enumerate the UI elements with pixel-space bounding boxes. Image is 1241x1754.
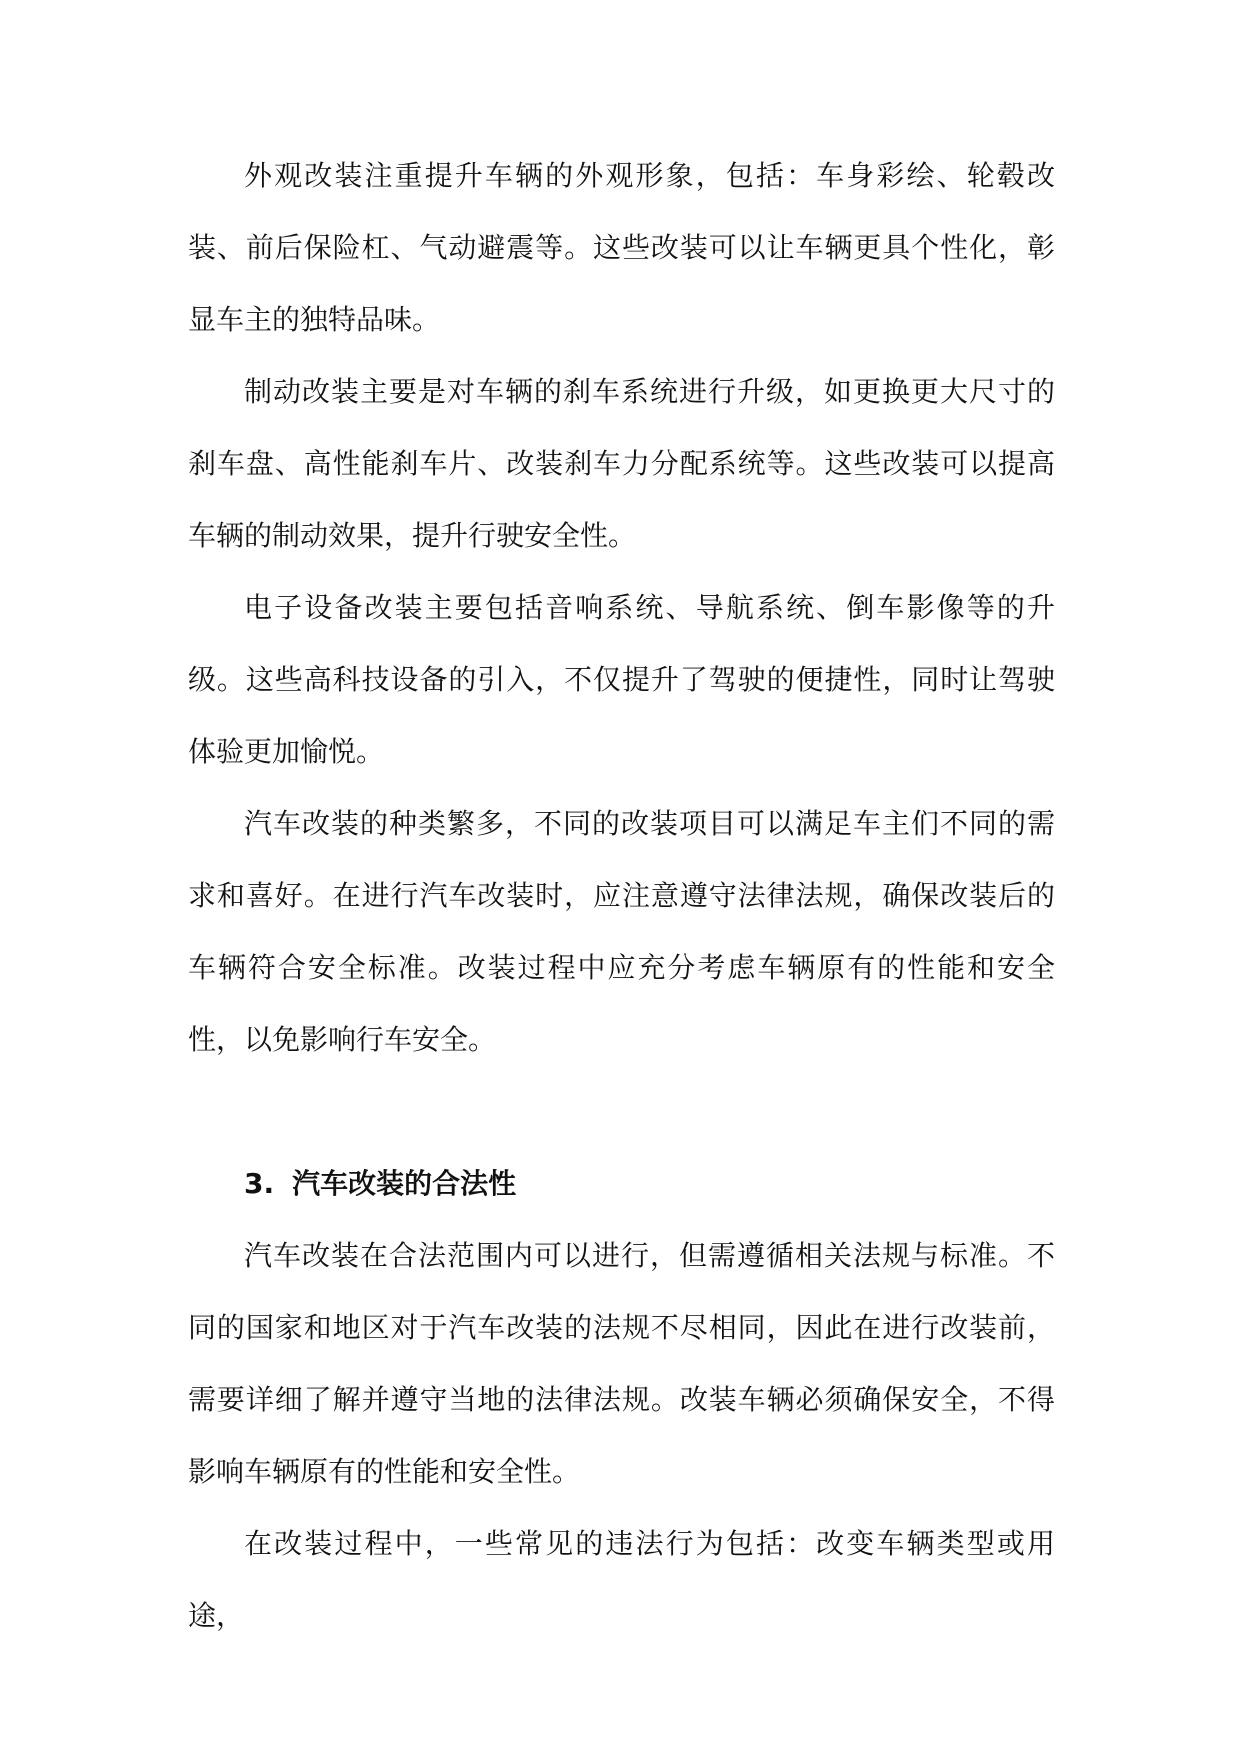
- section-title: 汽车改装的合法性: [292, 1167, 517, 1200]
- paragraph-electronics-modification: 电子设备改装主要包括音响系统、导航系统、倒车影像等的升级。这些高科技设备的引入，不仅提升了驾驶的便捷性，同时让驾驶体验更加愉悦。: [188, 591, 1055, 768]
- paragraph-brake-modification: 制动改装主要是对车辆的刹车系统进行升级，如更换更大尺寸的刹车盘、高性能刹车片、改装刹车力分配系统等。这些改装可以提高车辆的制动效果，提升行驶安全性。: [188, 375, 1055, 552]
- paragraph-illegal-acts: 在改装过程中，一些常见的违法行为包括：改变车辆类型或用途，: [188, 1527, 1055, 1632]
- paragraph-legality: 汽车改装在合法范围内可以进行，但需遵循相关法规与标准。不同的国家和地区对于汽车改装的法规不尽相同，因此在进行改装前，需要详细了解并遵守当地的法律法规。改装车辆必须确保安全，不得影响车辆原有的性能和安全性。: [188, 1239, 1055, 1488]
- paragraph-exterior-modification: 外观改装注重提升车辆的外观形象，包括：车身彩绘、轮毂改装、前后保险杠、气动避震等。这些改装可以让车辆更具个性化，彰显车主的独特品味。: [188, 159, 1055, 336]
- section-heading: [188, 1148, 1055, 1220]
- paragraph-modification-summary: 汽车改装的种类繁多，不同的改装项目可以满足车主们不同的需求和喜好。在进行汽车改装时，应注意遵守法律法规，确保改装后的车辆符合安全标准。改装过程中应充分考虑车辆原有的性能和安全性，以免影响行车安全。: [188, 807, 1055, 1056]
- document-body: [188, 140, 1055, 1652]
- section-number: 3.: [244, 1167, 275, 1200]
